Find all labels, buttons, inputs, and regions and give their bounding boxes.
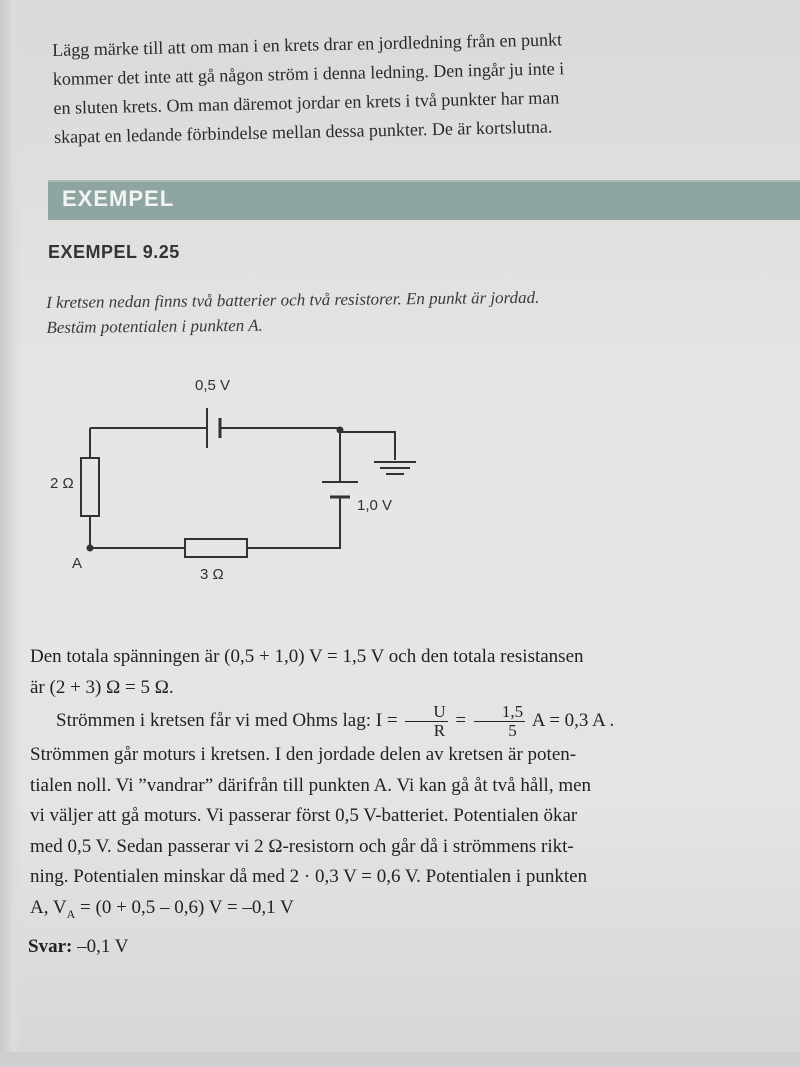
ground-wire: [340, 432, 395, 460]
fraction-denominator: R: [433, 721, 446, 740]
ohm-law-line: [30, 703, 720, 740]
banner-label: EXEMPEL: [62, 186, 175, 211]
next-page-edge: [0, 1052, 800, 1067]
resistor2-label: 3 Ω: [200, 566, 224, 583]
junction-dot: [337, 427, 344, 434]
solution-line: Den totala spänningen är (0,5 + 1,0) V = 1,5 V och den totala resistansen: [30, 646, 584, 667]
wire-top-left: [90, 428, 207, 458]
example-title: EXEMPEL 9.25: [48, 242, 180, 262]
resistor1-label: 2 Ω: [50, 475, 74, 492]
potential-subscript: A: [66, 906, 76, 921]
resistor-3ohm: [185, 539, 247, 557]
potential-line: [30, 893, 720, 929]
intro-line: en sluten krets. Om man däremot jordar en krets i två punkter har man: [53, 87, 560, 118]
fraction-u-over-r: [405, 703, 447, 740]
answer-value: –0,1 V: [72, 936, 129, 957]
page-edge-shadow: [0, 0, 22, 1067]
example-question: [46, 283, 686, 340]
solution-line: tialen noll. Vi ”vandrar” därifrån till punkten A. Vi kan gå åt två håll, men: [30, 774, 592, 796]
intro-line: skapat en ledande förbindelse mellan dessa punkter. De är kortslutna.: [53, 116, 553, 147]
point-a-label: A: [72, 555, 83, 572]
circuit-diagram: [40, 360, 440, 590]
question-line: Bestäm potentialen i punkten A.: [46, 315, 263, 337]
solution-line: Strömmen går moturs i kretsen. I den jordade delen av kretsen är poten-: [30, 744, 577, 765]
solution-line: är (2 + 3) Ω = 5 Ω.: [30, 676, 174, 698]
solution-line: med 0,5 V. Sedan passerar vi 2 Ω-resistorn och går då i strömmens rikt-: [30, 835, 574, 857]
potential-suffix: = (0 + 0,5 – 0,6) V = –0,1 V: [75, 896, 294, 918]
solution-text: [30, 642, 720, 929]
equals-sign: =: [455, 709, 467, 731]
fraction-numerator: 1,5: [474, 703, 525, 722]
resistor-2ohm: [81, 458, 99, 516]
battery2-label: 1,0 V: [357, 497, 393, 514]
example-banner: [48, 180, 800, 220]
intro-paragraph: [52, 22, 704, 152]
ohm-suffix: A = 0,3 A .: [531, 709, 615, 731]
solution-line: ning. Potentialen minskar då med 2 · 0,3 V = 0,6 V. Potentialen i punkten: [30, 866, 588, 887]
fraction-numerator: U: [405, 703, 447, 722]
intro-line: kommer det inte att gå någon ström i denna ledning. Den ingår ju inte i: [52, 58, 565, 89]
ohm-prefix: Strömmen i kretsen får vi med Ohms lag: I =: [56, 709, 398, 731]
answer-label: Svar:: [28, 936, 73, 957]
question-line: I kretsen nedan finns två batterier och två resistorer. En punkt är jordad.: [46, 287, 540, 312]
answer-line: [28, 936, 128, 958]
fraction-values: [474, 703, 525, 740]
point-a-dot: [87, 545, 94, 552]
solution-line: vi väljer att gå moturs. Vi passerar först 0,5 V-batteriet. Potentialen ökar: [30, 805, 578, 826]
potential-prefix: A, V: [30, 896, 67, 918]
fraction-denominator: 5: [508, 721, 517, 740]
battery1-label: 0,5 V: [195, 377, 231, 394]
intro-line: Lägg märke till att om man i en krets drar en jordledning från en punkt: [52, 29, 563, 60]
